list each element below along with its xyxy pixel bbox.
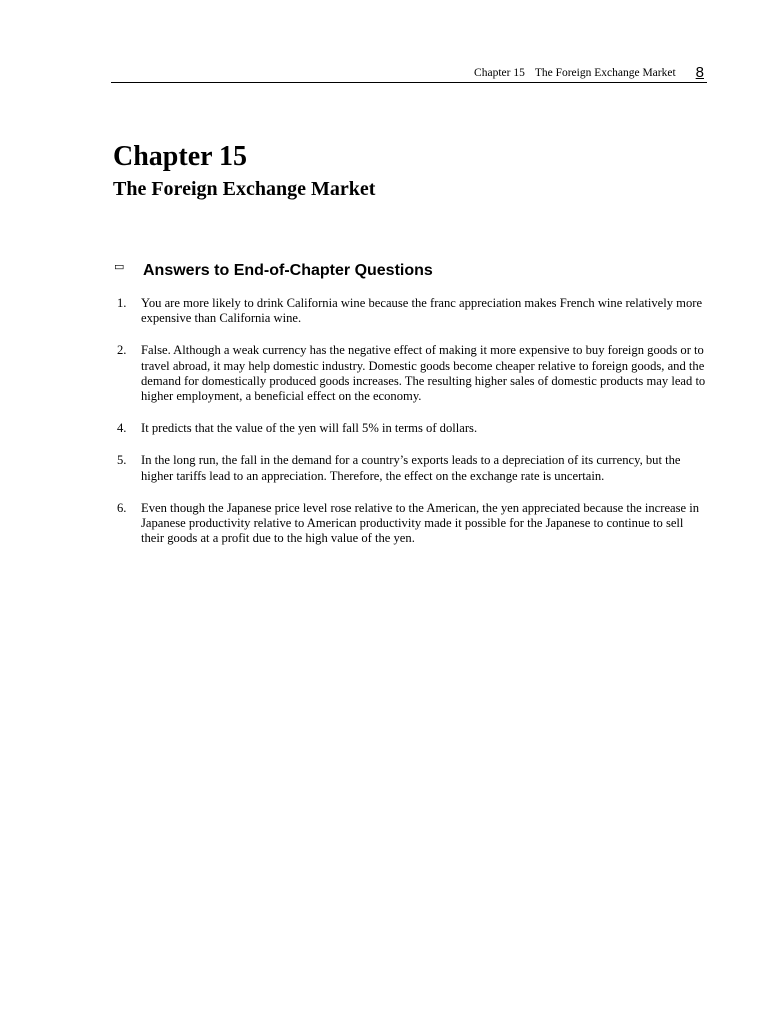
answer-number: 4.: [117, 421, 127, 436]
answers-list: [117, 296, 707, 563]
page-number: 8: [695, 64, 704, 81]
answer-item-6: [117, 501, 707, 547]
answer-number: 1.: [117, 296, 127, 310]
answer-item-5: [117, 453, 707, 483]
answer-item-1: [117, 296, 707, 326]
header-title: The Foreign Exchange Market: [534, 67, 676, 79]
answer-number: 6.: [117, 500, 127, 515]
answer-text: It predicts that the value of the yen will fall 5% in terms of dollars.: [141, 421, 478, 436]
running-header: [111, 62, 707, 83]
answer-text: Even though the Japanese price level rose relative to the American, the yen appreciated because the increase in Japanese productivity relative to American productivity made it possible for the Japanese to continue to sell their goods at a profit due to the high value of the yen.: [141, 500, 700, 546]
section-heading: Answers to End-of-Chapter Questions: [143, 262, 433, 279]
chapter-title: The Foreign Exchange Market: [113, 178, 376, 200]
answer-text: In the long run, the fall in the demand for a country’s exports leads to a depreciation of its currency, but the higher tariffs lead to an appreciation. Therefore, the effect on the exchange rate is uncertain.: [141, 453, 681, 483]
answer-item-4: [117, 421, 707, 436]
answer-text: False. Although a weak currency has the negative effect of making it more expensive to buy foreign goods or to travel abroad, it may help domestic industry. Domestic goods become cheaper relative to foreign goods, and the demand for domestically produced goods increases. The resulting higher sales of domestic products may lead to higher employment, a beneficial effect on the economy.: [141, 343, 706, 404]
chapter-number: Chapter 15: [113, 141, 248, 172]
section-marker-icon: ▭: [114, 261, 125, 273]
answer-text: You are more likely to drink California wine because the franc appreciation makes French wine relatively more expensive than California wine.: [141, 296, 703, 326]
answer-number: 5.: [117, 453, 127, 468]
header-chapter: Chapter 15: [474, 67, 525, 79]
answer-number: 2.: [117, 343, 127, 358]
answer-item-2: [117, 343, 707, 404]
